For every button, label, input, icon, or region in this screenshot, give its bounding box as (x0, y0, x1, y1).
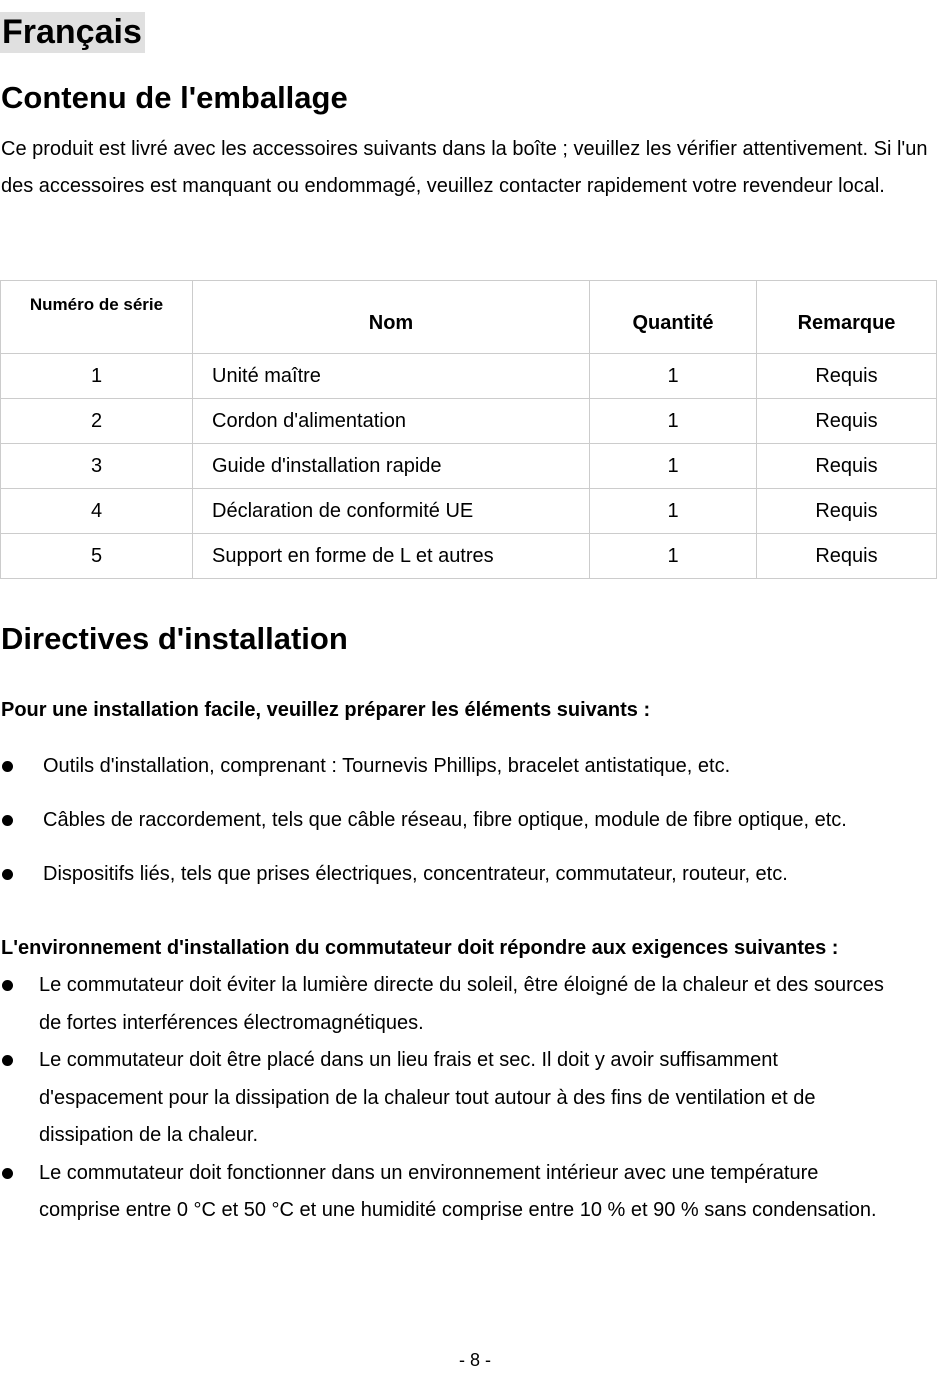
list-item-text: Outils d'installation, comprenant : Tournevis Phillips, bracelet antistatique, etc. (43, 755, 731, 777)
table-row (1, 534, 937, 579)
list-item-text: Le commutateur doit être placé dans un lieu frais et sec. Il doit y avoir suffisamment d'espacement pour la dissipation de la chaleur tout autour à des fins de ventilation et de dissipation de la chaleur. (39, 1049, 816, 1146)
list-item (0, 750, 847, 804)
table-row (1, 444, 937, 489)
table-row (1, 489, 937, 534)
cell-remark: Requis (757, 534, 937, 579)
table-row (1, 354, 937, 399)
intro-paragraph: Ce produit est livré avec les accessoires suivants dans la boîte ; veuillez les vérifier attentivement. Si l'un des accessoires est manquant ou endommagé, veuillez contacter rapidement votre revendeur local. (1, 138, 928, 197)
page-number: - 8 - (458, 1350, 491, 1370)
cell-remark: Requis (757, 399, 937, 444)
cell-name: Cordon d'alimentation (193, 399, 590, 444)
language-heading: Français (0, 12, 145, 53)
cell-remark: Requis (757, 354, 937, 399)
header-remark: Remarque (757, 281, 937, 354)
cell-name: Support en forme de L et autres (193, 534, 590, 579)
preparation-heading: Pour une installation facile, veuillez préparer les éléments suivants : (1, 699, 651, 721)
cell-serial: 4 (1, 489, 193, 534)
cell-quantity: 1 (590, 399, 757, 444)
header-serial: Numéro de série (1, 281, 193, 354)
bullet-icon (2, 1168, 13, 1179)
table-row (1, 399, 937, 444)
cell-name: Guide d'installation rapide (193, 444, 590, 489)
bullet-icon (2, 761, 13, 772)
section-title-installation-guidelines: Directives d'installation (1, 621, 348, 656)
list-item (0, 804, 847, 858)
list-item-text: Le commutateur doit éviter la lumière directe du soleil, être éloigné de la chaleur et des sources de fortes interférences électromagnétiques. (39, 974, 884, 1034)
cell-serial: 2 (1, 399, 193, 444)
cell-serial: 1 (1, 354, 193, 399)
section-title-package-contents: Contenu de l'emballage (1, 80, 348, 115)
list-item (0, 1042, 900, 1155)
cell-quantity: 1 (590, 444, 757, 489)
cell-remark: Requis (757, 444, 937, 489)
header-quantity: Quantité (590, 281, 757, 354)
header-name: Nom (193, 281, 590, 354)
cell-name: Déclaration de conformité UE (193, 489, 590, 534)
list-item (0, 967, 900, 1042)
preparation-list (0, 750, 847, 912)
list-item (0, 1155, 900, 1230)
cell-serial: 5 (1, 534, 193, 579)
list-item (0, 858, 847, 912)
bullet-icon (2, 1055, 13, 1066)
bullet-icon (2, 980, 13, 991)
cell-serial: 3 (1, 444, 193, 489)
bullet-icon (2, 869, 13, 880)
environment-heading: L'environnement d'installation du commutateur doit répondre aux exigences suivantes : (1, 937, 839, 959)
bullet-icon (2, 815, 13, 826)
list-item-text: Câbles de raccordement, tels que câble réseau, fibre optique, module de fibre optique, etc. (43, 809, 847, 831)
environment-list (0, 967, 900, 1230)
cell-quantity: 1 (590, 534, 757, 579)
cell-remark: Requis (757, 489, 937, 534)
cell-quantity: 1 (590, 489, 757, 534)
list-item-text: Le commutateur doit fonctionner dans un environnement intérieur avec une température comprise entre 0 °C et 50 °C et une humidité comprise entre 10 % et 90 % sans condensation. (39, 1161, 877, 1221)
cell-quantity: 1 (590, 354, 757, 399)
cell-name: Unité maître (193, 354, 590, 399)
list-item-text: Dispositifs liés, tels que prises électriques, concentrateur, commutateur, routeur, etc. (43, 863, 788, 885)
package-contents-table (0, 280, 937, 579)
table-header-row (1, 281, 937, 354)
